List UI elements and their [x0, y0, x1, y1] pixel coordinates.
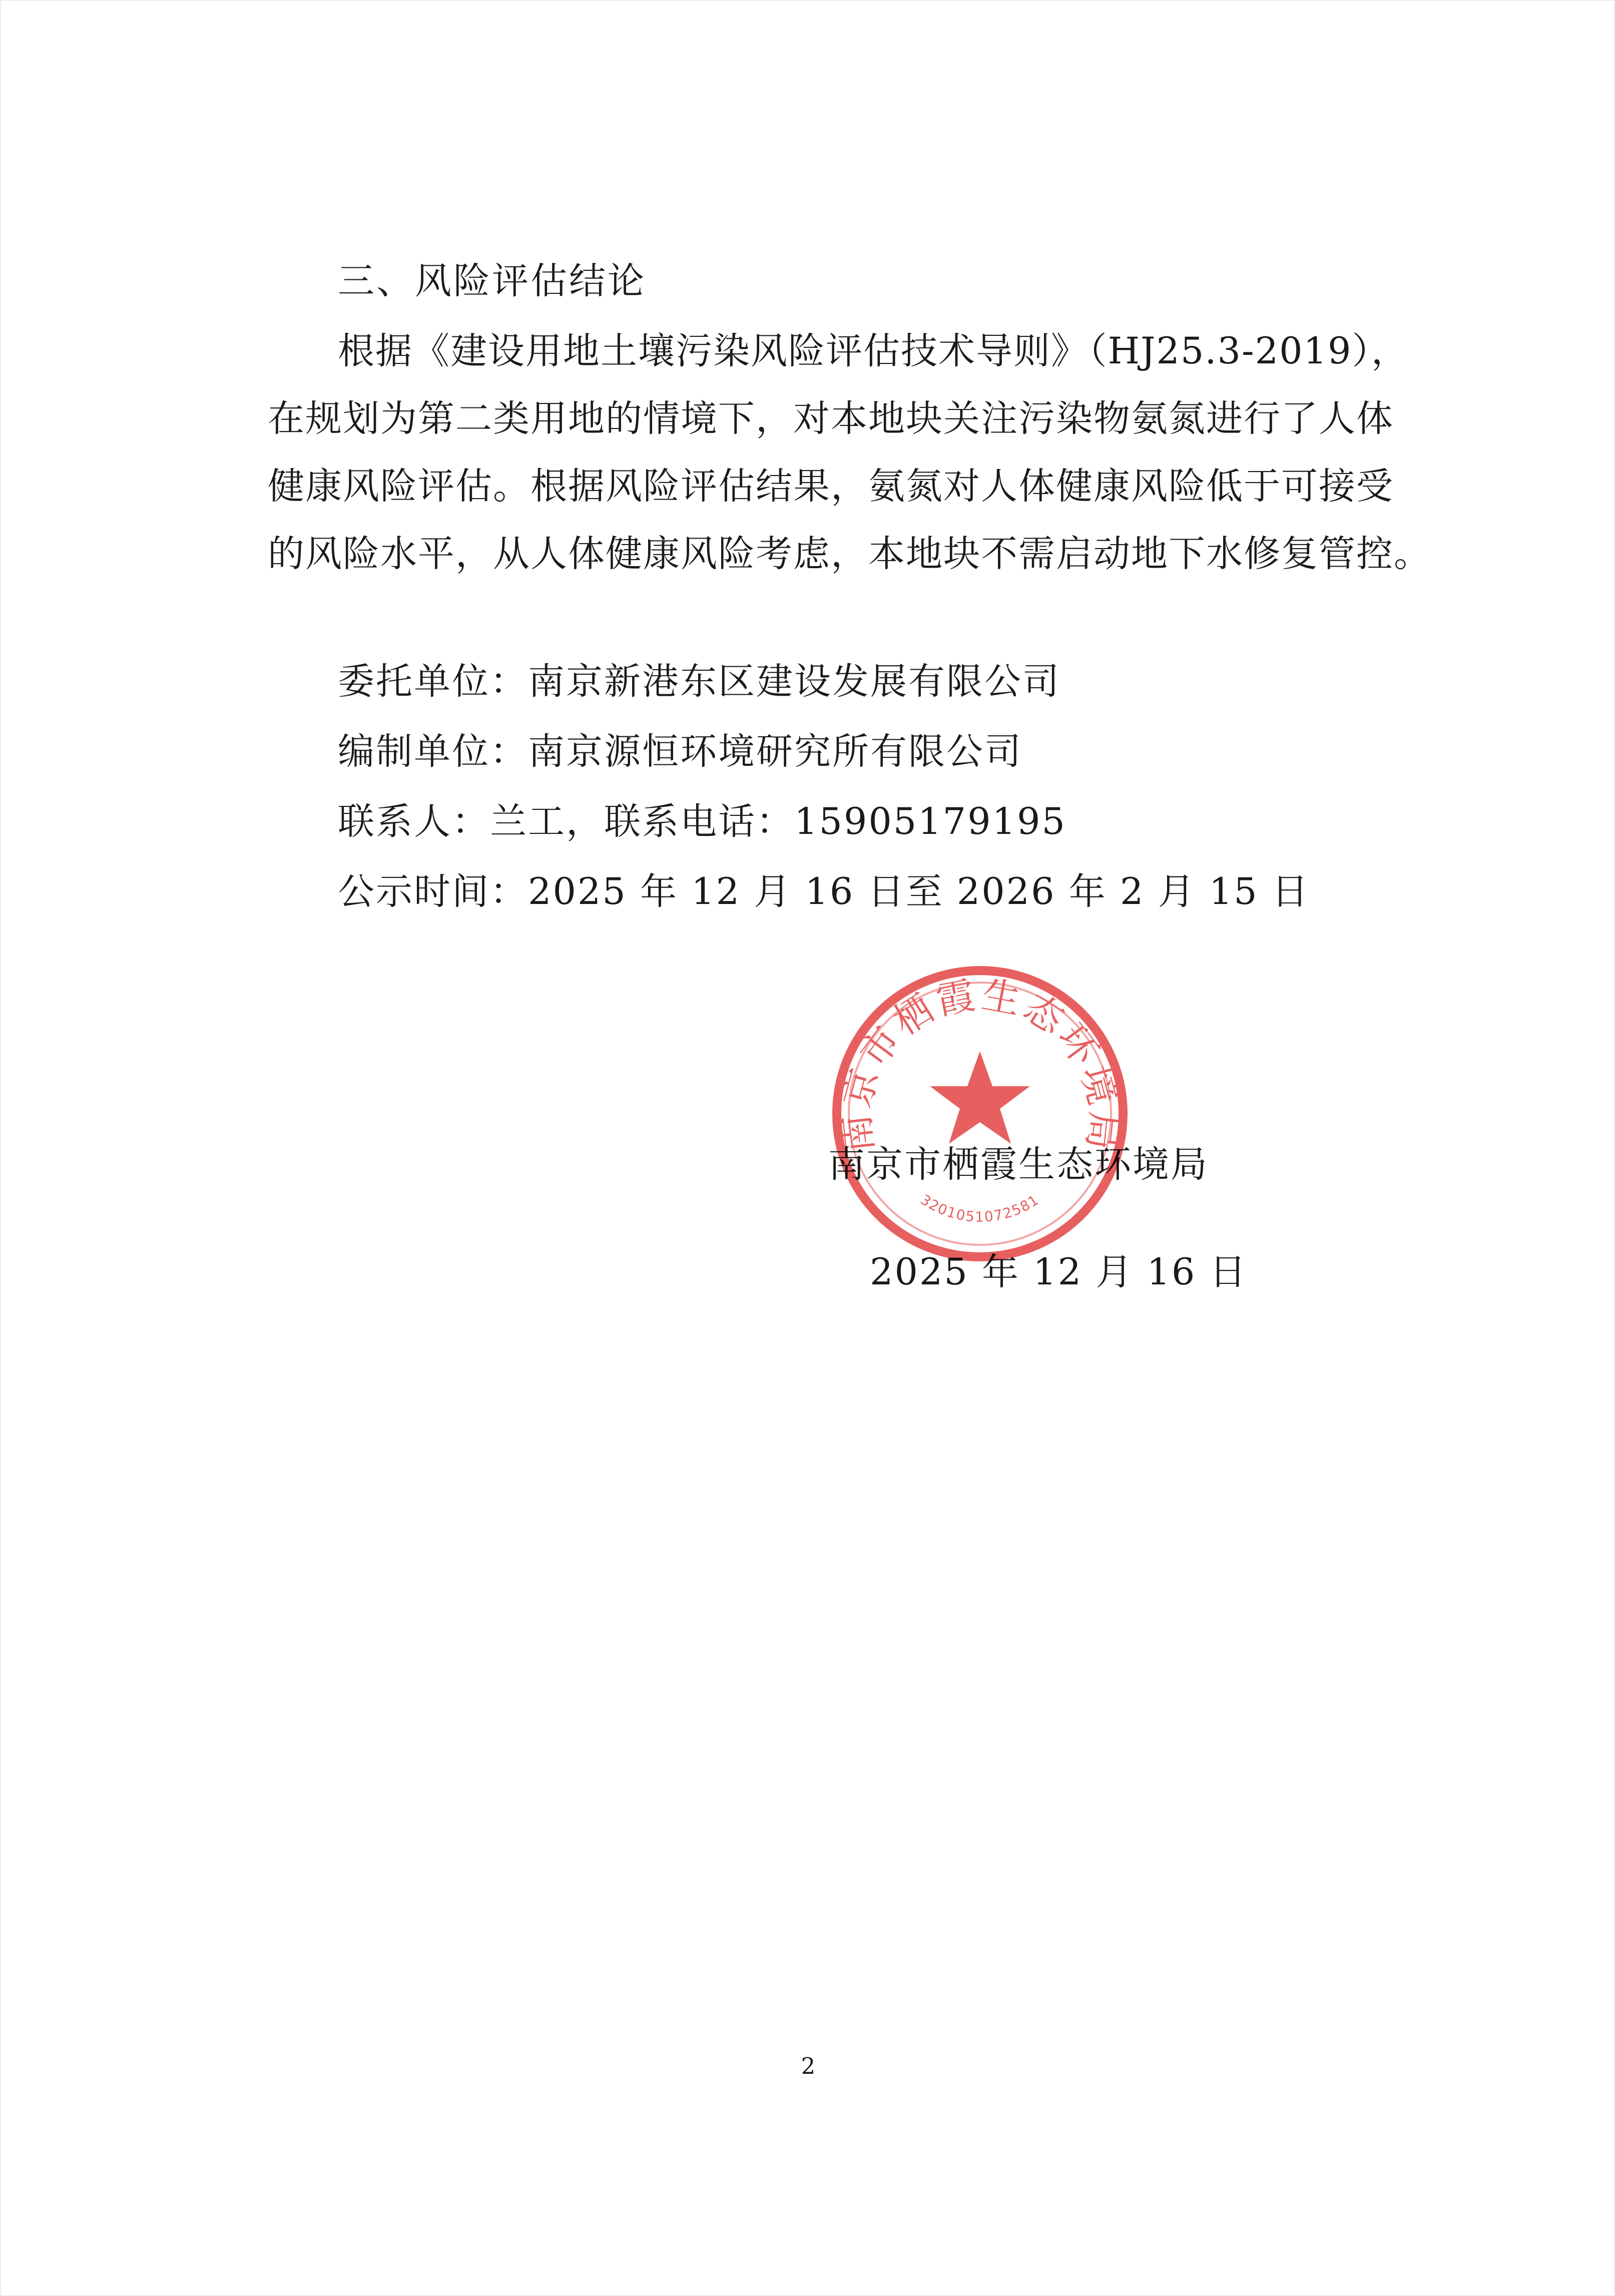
section-heading: 三、风险评估结论	[338, 260, 646, 302]
paragraph-line-3: 健康风险评估。根据风险评估结果，氨氮对人体健康风险低于可接受	[268, 465, 1394, 508]
paragraph-line-2: 在规划为第二类用地的情境下，对本地块关注污染物氨氮进行了人体	[268, 397, 1394, 440]
contact-info: 联系人：兰工，联系电话：15905179195	[338, 800, 1066, 843]
seal-arc-text: 南京市栖霞生态环境局	[833, 972, 1127, 1155]
compiler-unit: 编制单位：南京源恒环境研究所有限公司	[338, 730, 1022, 773]
signature-organization: 南京市栖霞生态环境局	[828, 1143, 1209, 1186]
client-unit: 委托单位：南京新港东区建设发展有限公司	[338, 660, 1060, 703]
page-number: 2	[801, 2053, 816, 2079]
seal-code-text: 3201051072581	[917, 1191, 1042, 1225]
paragraph-line-1: 根据《建设用地土壤污染风险评估技术导则》（HJ25.3-2019），	[338, 330, 1409, 372]
star-icon	[930, 1051, 1030, 1144]
official-seal	[825, 959, 1135, 1269]
publicity-period: 公示时间：2025 年 12 月 16 日至 2026 年 2 月 15 日	[338, 870, 1310, 913]
paragraph-line-4: 的风险水平，从人体健康风险考虑，本地块不需启动地下水修复管控。	[268, 533, 1431, 575]
signature-date: 2025 年 12 月 16 日	[870, 1251, 1248, 1293]
